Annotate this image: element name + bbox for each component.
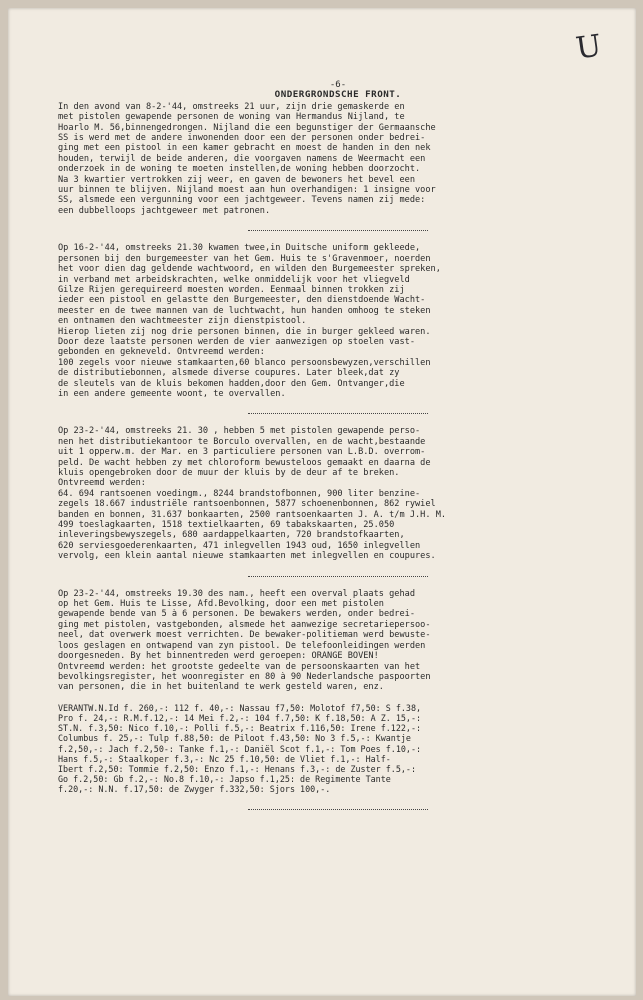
text-line: banden en bonnen, 31.637 bonkaarten, 2500 rantsoenkaarten J. A. t/m J.H. M. (58, 509, 447, 520)
text-line: en ontnamen den wachtmeester zijn dienstpistool. (58, 316, 307, 327)
text-line: gewapende bende van 5 à 6 personen. De bewakers werden, onder bedrei- (58, 609, 415, 620)
text-line: Hoarlo M. 56,binnengedrongen. Nijland die een begunstiger der Germaansche (58, 122, 436, 133)
text-line: Hierop lieten zij nog drie personen binnen, die in burger gekleed waren. (58, 326, 431, 337)
text-line: 620 serviesgoederenkaarten, 471 inlegvellen 1943 oud, 1650 inlegvellen (58, 540, 421, 551)
document-body (58, 80, 618, 822)
text-line: ging met pistolen, vastgebonden, alsmede het aanwezige secretariepersoo- (58, 619, 431, 630)
text-line: inleveringsbewyszegels, 680 aardappelkaarten, 720 brandstofkaarten, (58, 530, 405, 541)
text-line: op het Gem. Huis te Lisse, Afd.Bevolking, door een met pistolen (58, 599, 384, 610)
text-line: SS, alsmede een vergunning voor een jachtgeweer. Tevens namen zij mede: (58, 195, 426, 206)
text-line: het voor dien dag geldende wachtwoord, en wilden den Burgemeester spreken, (58, 264, 441, 275)
text-line: bevolkingsregister, het woonregister en 80 à 90 Nederlandsche paspoorten (58, 671, 431, 682)
text-line: Op 16-2-'44, omstreeks 21.30 kwamen twee,in Duitsche uniform gekleede, (58, 243, 421, 254)
text-line: de distributiebonnen, alsmede diverse coupures. Later bleek,dat zy (58, 368, 400, 379)
text-line: zegels 18.667 industriële rantsoenbonnen, 5877 schoenenbonnen, 862 rywiel (58, 499, 436, 510)
text-line: houden, terwijl de beide anderen, die voorgaven namens de Weermacht een (58, 153, 426, 164)
paragraph-1 (58, 102, 618, 216)
text-line: 100 zegels voor nieuwe stamkaarten,60 blanco persoonsbewyzen,verschillen (58, 357, 431, 368)
text-line: loos geslagen en ontwapend van zyn pistool. De telefoonleidingen werden (58, 640, 426, 651)
text-line: in verband met arbeidskrachten, welke onmiddelijk voor het vliegveld (58, 274, 410, 285)
footer-line: f.2,50,-: Jach f.2,50-: Tanke f.1,-: Daniël Scot f.1,-: Tom Poes f.10,-: (58, 743, 422, 754)
text-line: Op 23-2-'44, omstreeks 21. 30 , hebben 5 met pistolen gewapende perso- (58, 426, 421, 437)
footer-line: Columbus f. 25,-: Tulp f.88,50: de Piloot f.43,50: No 3 f.5,-: Kwantje (58, 733, 411, 744)
footer-line: Go f.2,50: Gb f.2,-: No.8 f.10,-: Japso f.1,25: de Regimente Tante (58, 774, 391, 785)
document-heading: ONDERGRONDSCHE FRONT. (274, 89, 402, 101)
text-line: doorgesneden. By het binnentreden werd geroepen: ORANGE BOVEN! (58, 651, 379, 662)
accountability-list (58, 703, 618, 795)
text-line: de sleutels van de kluis bekomen hadden,door den Gem. Ontvanger,die (58, 378, 405, 389)
dotted-separator (248, 566, 428, 577)
footer-line: VERANTW.N.Id f. 260,-: 112 f. 40,-: Nassau f7,50: Molotof f7,50: S f.38, (58, 702, 422, 713)
dotted-separator (248, 799, 428, 810)
text-line: uit 1 opperw.m. der Mar. en 3 particuliere personen van L.B.D. overrom- (58, 447, 426, 458)
text-line: ieder een pistool en gelastte den Burgemeester, den dienstdoende Wacht- (58, 295, 426, 306)
text-line: vervolg, een klein aantal nieuwe stamkaarten met inlegvellen en coupures. (58, 551, 436, 562)
text-line: Na 3 kwartier vertrokken zij weer, en gaven de bewoners het bevel een (58, 174, 415, 185)
text-line: uur binnen te blijven. Nijland moest aan hun overhandigen: 1 insigne voor (58, 185, 436, 196)
document-page (8, 8, 636, 996)
text-line: Door deze laatste personen werden de vier aanwezigen op stoelen vast- (58, 336, 415, 347)
footer-line: ST.N. f.3,50: Nico f.10,-: Polli f.5,-: Beatrix f.116,50: Irene f.122,-: (58, 723, 422, 734)
footer-line: f.20,-: N.N. f.17,50: de Zwyger f.332,50: Sjors 100,-. (58, 784, 331, 795)
text-line: neel, dat overwerk moest verrichten. De bewaker-politieman werd bewuste- (58, 630, 431, 641)
text-line: Op 23-2-'44, omstreeks 19.30 des nam., heeft een overval plaats gehad (58, 588, 415, 599)
text-line: onderzoek in de woning te moeten instellen,de woning hebben doorzocht. (58, 164, 421, 175)
text-line: van personen, die in het buitenland te werk gesteld waren, enz. (58, 682, 384, 693)
footer-line: Ibert f.2,50: Tommie f.2,50: Enzo f.1,-: Henans f.3,-: de Zuster f.5,-: (58, 763, 416, 774)
text-line: gebonden en gekneveld. Ontvreemd werden: (58, 347, 265, 358)
text-line: peld. De wacht hebben zy met chloroform bewusteloos gemaakt en daarna de (58, 457, 431, 468)
page-number: -6- (329, 80, 347, 90)
text-line: een dubbelloops jachtgeweer met patronen. (58, 205, 271, 216)
text-line: personen bij den burgemeester van het Gem. Huis te s'Gravenmoer, noerden (58, 253, 431, 264)
text-line: met pistolen gewapende personen de woning van Hermandus Nijland, te (58, 112, 405, 123)
dotted-separator (248, 403, 428, 414)
text-line: In den avond van 8-2-'44, omstreeks 21 uur, zijn drie gemaskerde en (58, 101, 405, 112)
dotted-separator (248, 220, 428, 231)
text-line: in een andere gemeente woont, te overvallen. (58, 388, 286, 399)
paragraph-3 (58, 426, 618, 561)
text-line: kluis opengebroken door de muur der kluis by de deur af te breken. (58, 468, 400, 478)
text-line: ging met een pistool in een kamer gebracht en moest de handen in den nek (58, 143, 431, 154)
text-line: SS is werd met de andere inwonenden door een der personen onder bedrei- (58, 133, 426, 144)
text-line: 64. 694 rantsoenen voedingm., 8244 brandstofbonnen, 900 liter benzine- (58, 488, 421, 499)
paragraph-2 (58, 243, 618, 399)
paragraph-4 (58, 589, 618, 693)
text-line: Gilze Rijen gerequireerd moesten worden. Eenmaal binnen trokken zij (58, 284, 405, 295)
text-line: Ontvreemd werden: (58, 478, 146, 489)
handwritten-page-mark: U (573, 28, 604, 67)
text-line: 499 toeslagkaarten, 1518 textielkaarten, 69 tabakskaarten, 25.050 (58, 520, 395, 531)
text-line: Ontvreemd werden: het grootste gedeelte van de persoonskaarten van het (58, 661, 421, 672)
text-line: meester en de twee mannen van de luchtwacht, hun handen omhoog te steken (58, 305, 431, 316)
footer-line: Pro f. 24,-: R.M.f.12,-: 14 Mei f.2,-: 104 f.7,50: K f.18,50: A Z. 15,-: (58, 712, 422, 723)
footer-line: Hans f.5,-: Staalkoper f.3,-: Nc 25 f.10,50: de Vliet f.1,-: Half- (58, 753, 391, 764)
text-line: nen het distributiekantoor te Borculo overvallen, en de wacht,bestaande (58, 436, 426, 447)
